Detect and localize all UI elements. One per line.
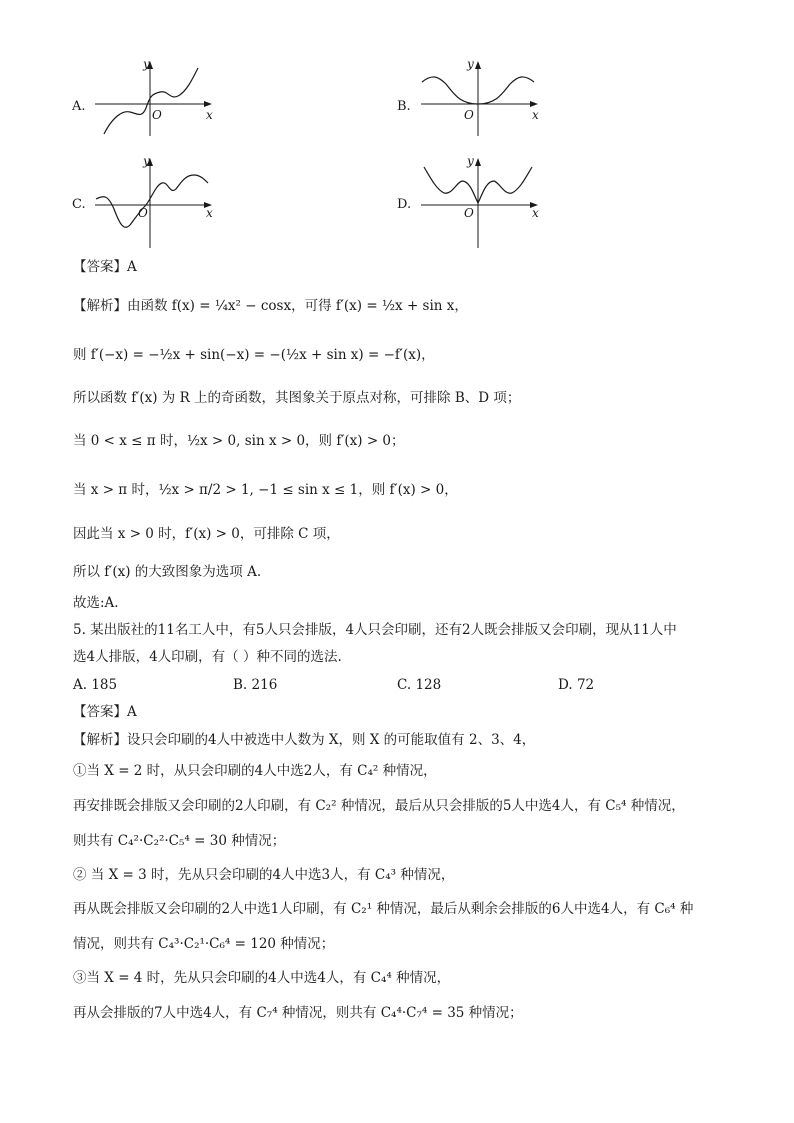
option-c-graph — [90, 155, 220, 250]
option-c-x-label: x — [206, 206, 213, 220]
option-b-y-label: y — [467, 57, 474, 71]
q5-analysis-line: 则共有 C₄²·C₂²·C₅⁴ = 30 种情况； — [73, 833, 286, 849]
q5-analysis-line: 再从会排版的7人中选4人，有 C₇⁴ 种情况，则共有 C₄⁴·C₇⁴ = 35 种情况； — [73, 1005, 523, 1021]
q4-analysis-line: 所以函数 f′(x) 为 R 上的奇函数，其图象关于原点对称，可排除 B、D 项； — [73, 390, 521, 406]
q4-analysis-line: 则 f′(−x) = −½x + sin(−x) = −(½x + sin x) = −f′(x)， — [73, 347, 435, 363]
option-d-origin-label: O — [464, 206, 474, 220]
q5-answer: 【答案】A — [73, 704, 137, 720]
option-c-y-label: y — [143, 154, 150, 168]
q5-analysis-line: 再从既会排版又会印刷的2人中选1人印刷，有 C₂¹ 种情况，最后从剩余会排版的6人中选4人，有 C₆⁴ 种 — [73, 901, 694, 917]
option-c-letter: C. — [72, 197, 86, 212]
q5-analysis-line: 情况，则共有 C₄³·C₂¹·C₆⁴ = 120 种情况； — [73, 936, 335, 952]
option-a-y-label: y — [143, 57, 150, 71]
q5-choice-a: A. 185 — [73, 677, 118, 693]
q5-choice-b: B. 216 — [233, 677, 278, 693]
option-b-graph — [416, 58, 546, 138]
q4-analysis-line: 当 x > π 时，½x > π/2 > 1, −1 ≤ sin x ≤ 1，则 f′(x) > 0， — [73, 482, 458, 498]
option-c-origin-label: O — [138, 206, 148, 220]
q5-choice-d: D. 72 — [558, 677, 595, 693]
q4-answer: 【答案】A — [73, 259, 137, 275]
q5-stem-line: 选4人排版，4人印刷，有（ ）种不同的选法. — [73, 649, 342, 665]
q5-analysis-line: 【解析】设只会印刷的4人中被选中人数为 X，则 X 的可能取值有 2、3、4， — [73, 732, 536, 748]
q4-analysis-line: 当 0 < x ≤ π 时，½x > 0, sin x > 0，则 f′(x) > 0； — [73, 433, 405, 449]
option-a-x-label: x — [206, 108, 213, 122]
option-b-origin-label: O — [464, 108, 474, 122]
option-d-y-label: y — [467, 154, 474, 168]
option-b-x-label: x — [532, 108, 539, 122]
option-a-graph — [90, 58, 220, 138]
option-a-origin-label: O — [152, 108, 162, 122]
option-d-graph — [416, 155, 546, 250]
option-a-letter: A. — [72, 99, 86, 114]
q5-stem-line: 5. 某出版社的11名工人中，有5人只会排版，4人只会印刷，还有2人既会排版又会印刷，现从11人中 — [73, 622, 677, 638]
q5-analysis-line: ② 当 X = 3 时，先从只会印刷的4人中选3人，有 C₄³ 种情况， — [73, 867, 455, 883]
option-d-letter: D. — [397, 197, 412, 212]
option-b-letter: B. — [397, 99, 411, 114]
q4-analysis-line: 【解析】由函数 f(x) = ¼x² − cosx，可得 f′(x) = ½x + sin x， — [73, 298, 468, 314]
option-d-x-label: x — [532, 206, 539, 220]
q4-analysis-line: 所以 f′(x) 的大致图象为选项 A. — [73, 564, 262, 580]
q5-analysis-line: ①当 X = 2 时，从只会印刷的4人中选2人，有 C₄² 种情况， — [73, 763, 437, 779]
q5-choice-c: C. 128 — [397, 677, 442, 693]
q5-analysis-line: ③当 X = 4 时，先从只会印刷的4人中选4人，有 C₄⁴ 种情况， — [73, 970, 451, 986]
q4-conclusion: 故选:A. — [73, 595, 119, 611]
q4-analysis-line: 因此当 x > 0 时，f′(x) > 0，可排除 C 项， — [73, 526, 340, 542]
q5-analysis-line: 再安排既会排版又会印刷的2人印刷，有 C₂² 种情况，最后从只会排版的5人中选4人，有 C₅⁴ 种情况， — [73, 798, 685, 814]
